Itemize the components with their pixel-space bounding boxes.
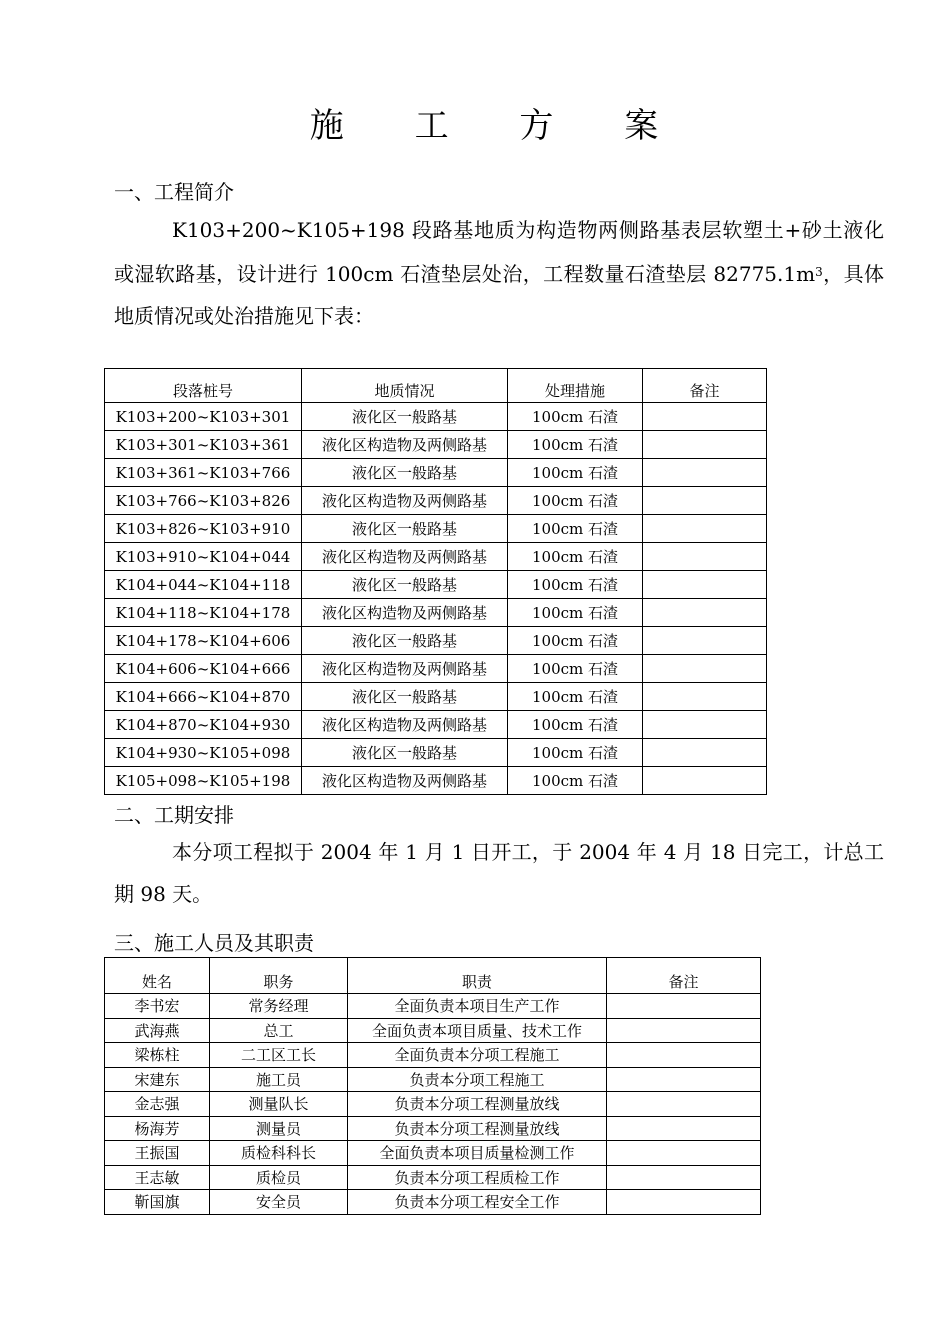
table-cell [643,571,767,599]
document-title: 施 工 方 案 [309,106,689,146]
table-cell: 100cm 石渣 [508,627,643,655]
table-row [105,739,767,767]
table-row [105,711,767,739]
table-row [105,1141,761,1166]
table-cell [643,403,767,431]
table-cell: K104+606~K104+666 [105,655,302,683]
table-cell: 100cm 石渣 [508,739,643,767]
section-2-heading: 二、工期安排 [114,803,234,827]
table-row [105,627,767,655]
table-cell: 100cm 石渣 [508,683,643,711]
table-cell: 测量队长 [210,1092,348,1117]
table-cell: K103+301~K103+361 [105,431,302,459]
table-row [105,599,767,627]
table-cell: 液化区一般路基 [302,515,508,543]
table-row [105,431,767,459]
table-cell: K103+826~K103+910 [105,515,302,543]
table-cell: 100cm 石渣 [508,543,643,571]
table-cell: 梁栋柱 [105,1043,210,1068]
table-cell: 常务经理 [210,994,348,1019]
table-row [105,1116,761,1141]
section-1-text-a: K103+200~K105+198 段路基地质为构造物两侧路基表层软塑土+砂土液化或湿软路基，设计进行 100cm 石渣垫层处治，工程数量石渣垫层 82775.1m [114,218,884,286]
table-cell: 负责本分项工程测量放线 [348,1116,607,1141]
table-cell: 李书宏 [105,994,210,1019]
table-cell: 100cm 石渣 [508,599,643,627]
section-3-heading: 三、施工人员及其职责 [114,931,314,955]
table-cell: 液化区一般路基 [302,403,508,431]
table-cell: 液化区一般路基 [302,627,508,655]
table-cell: 测量员 [210,1116,348,1141]
table-cell: 100cm 石渣 [508,403,643,431]
table-row [105,1092,761,1117]
header-cell: 职务 [210,958,348,994]
table-cell: K103+200~K103+301 [105,403,302,431]
table-cell: K104+870~K104+930 [105,711,302,739]
table-cell: 全面负责本项目生产工作 [348,994,607,1019]
header-cell: 备注 [643,369,767,403]
table-cell [643,739,767,767]
table-cell: 宋建东 [105,1067,210,1092]
section-1-text-b: ，具体地质情况或处治措施见下表： [114,262,885,328]
table-cell: 施工员 [210,1067,348,1092]
table-cell: 武海燕 [105,1018,210,1043]
table-cell [643,515,767,543]
table-row [105,515,767,543]
table-cell: K103+361~K103+766 [105,459,302,487]
table-cell: 液化区构造物及两侧路基 [302,655,508,683]
table-row [105,767,767,795]
table-row [105,571,767,599]
header-cell: 备注 [607,958,761,994]
table-cell [643,431,767,459]
table-cell: 100cm 石渣 [508,711,643,739]
table-cell [607,1165,761,1190]
table-row [105,683,767,711]
table-cell: 安全员 [210,1190,348,1215]
table-cell: 全面负责本项目质量检测工作 [348,1141,607,1166]
table-cell: K105+098~K105+198 [105,767,302,795]
table-cell: 100cm 石渣 [508,487,643,515]
table-cell [607,1043,761,1068]
table-cell [607,1116,761,1141]
table-cell: 负责本分项工程安全工作 [348,1190,607,1215]
table-cell [643,683,767,711]
section-2-paragraph: 本分项工程拟于 2004 年 1 月 1 日开工，于 2004 年 4 月 18 日完工，计总工期 98 天。 [114,840,884,906]
header-cell: 地质情况 [302,369,508,403]
table-cell: 液化区构造物及两侧路基 [302,711,508,739]
table-cell [643,767,767,795]
table-cell: 质检科科长 [210,1141,348,1166]
table-cell: 杨海芳 [105,1116,210,1141]
table-cell: 全面负责本项目质量、技术工作 [348,1018,607,1043]
table-cell: 液化区构造物及两侧路基 [302,543,508,571]
table-cell: 液化区一般路基 [302,459,508,487]
section-1-paragraph [114,209,884,337]
table-cell: K104+044~K104+118 [105,571,302,599]
section-1-superscript: 3 [815,265,823,279]
table-cell: 靳国旗 [105,1190,210,1215]
table-cell [607,994,761,1019]
table-cell [607,1190,761,1215]
section-1-heading: 一、工程简介 [114,180,234,204]
table-cell: K104+178~K104+606 [105,627,302,655]
table-row [105,403,767,431]
table-cell: 液化区一般路基 [302,571,508,599]
table-cell: K104+930~K105+098 [105,739,302,767]
table-cell: 液化区构造物及两侧路基 [302,599,508,627]
table-row [105,543,767,571]
table-cell: 100cm 石渣 [508,515,643,543]
staff-responsibility-table [104,957,761,1215]
table-row [105,1190,761,1215]
table-row [105,1165,761,1190]
table-row [105,487,767,515]
table-cell: K103+910~K104+044 [105,543,302,571]
table-cell: 负责本分项工程测量放线 [348,1092,607,1117]
table-cell: 金志强 [105,1092,210,1117]
table-cell: 二工区工长 [210,1043,348,1068]
table-cell: 液化区一般路基 [302,739,508,767]
table-cell [607,1018,761,1043]
table-cell [643,459,767,487]
table-cell: 100cm 石渣 [508,571,643,599]
table-cell: 液化区构造物及两侧路基 [302,487,508,515]
table-row [105,459,767,487]
table-cell: 100cm 石渣 [508,431,643,459]
table-cell: 全面负责本分项工程施工 [348,1043,607,1068]
table-cell [607,1067,761,1092]
header-cell: 姓名 [105,958,210,994]
table-cell: 100cm 石渣 [508,767,643,795]
table-cell: K103+766~K103+826 [105,487,302,515]
table-cell: K104+118~K104+178 [105,599,302,627]
header-cell: 段落桩号 [105,369,302,403]
table-header-row [105,958,761,994]
table-body [105,994,761,1215]
table-cell: 液化区构造物及两侧路基 [302,767,508,795]
table-cell [607,1141,761,1166]
table-cell: 100cm 石渣 [508,459,643,487]
table-cell: 负责本分项工程质检工作 [348,1165,607,1190]
table-cell: 100cm 石渣 [508,655,643,683]
table-cell [643,711,767,739]
table-cell [643,627,767,655]
table-row [105,1043,761,1068]
table-cell [643,599,767,627]
table-cell [643,487,767,515]
table-cell: 液化区构造物及两侧路基 [302,431,508,459]
segment-treatment-table [104,368,767,795]
table-cell: K104+666~K104+870 [105,683,302,711]
table-cell: 液化区一般路基 [302,683,508,711]
table-row [105,1018,761,1043]
table-cell: 质检员 [210,1165,348,1190]
table-cell: 王志敏 [105,1165,210,1190]
table-body [105,403,767,795]
table-row [105,994,761,1019]
table-cell [643,543,767,571]
table-row [105,655,767,683]
table-cell [643,655,767,683]
table-row [105,1067,761,1092]
header-cell: 处理措施 [508,369,643,403]
table-cell: 王振国 [105,1141,210,1166]
table-cell: 总工 [210,1018,348,1043]
table-cell [607,1092,761,1117]
table-cell: 负责本分项工程施工 [348,1067,607,1092]
table-header-row [105,369,767,403]
header-cell: 职责 [348,958,607,994]
